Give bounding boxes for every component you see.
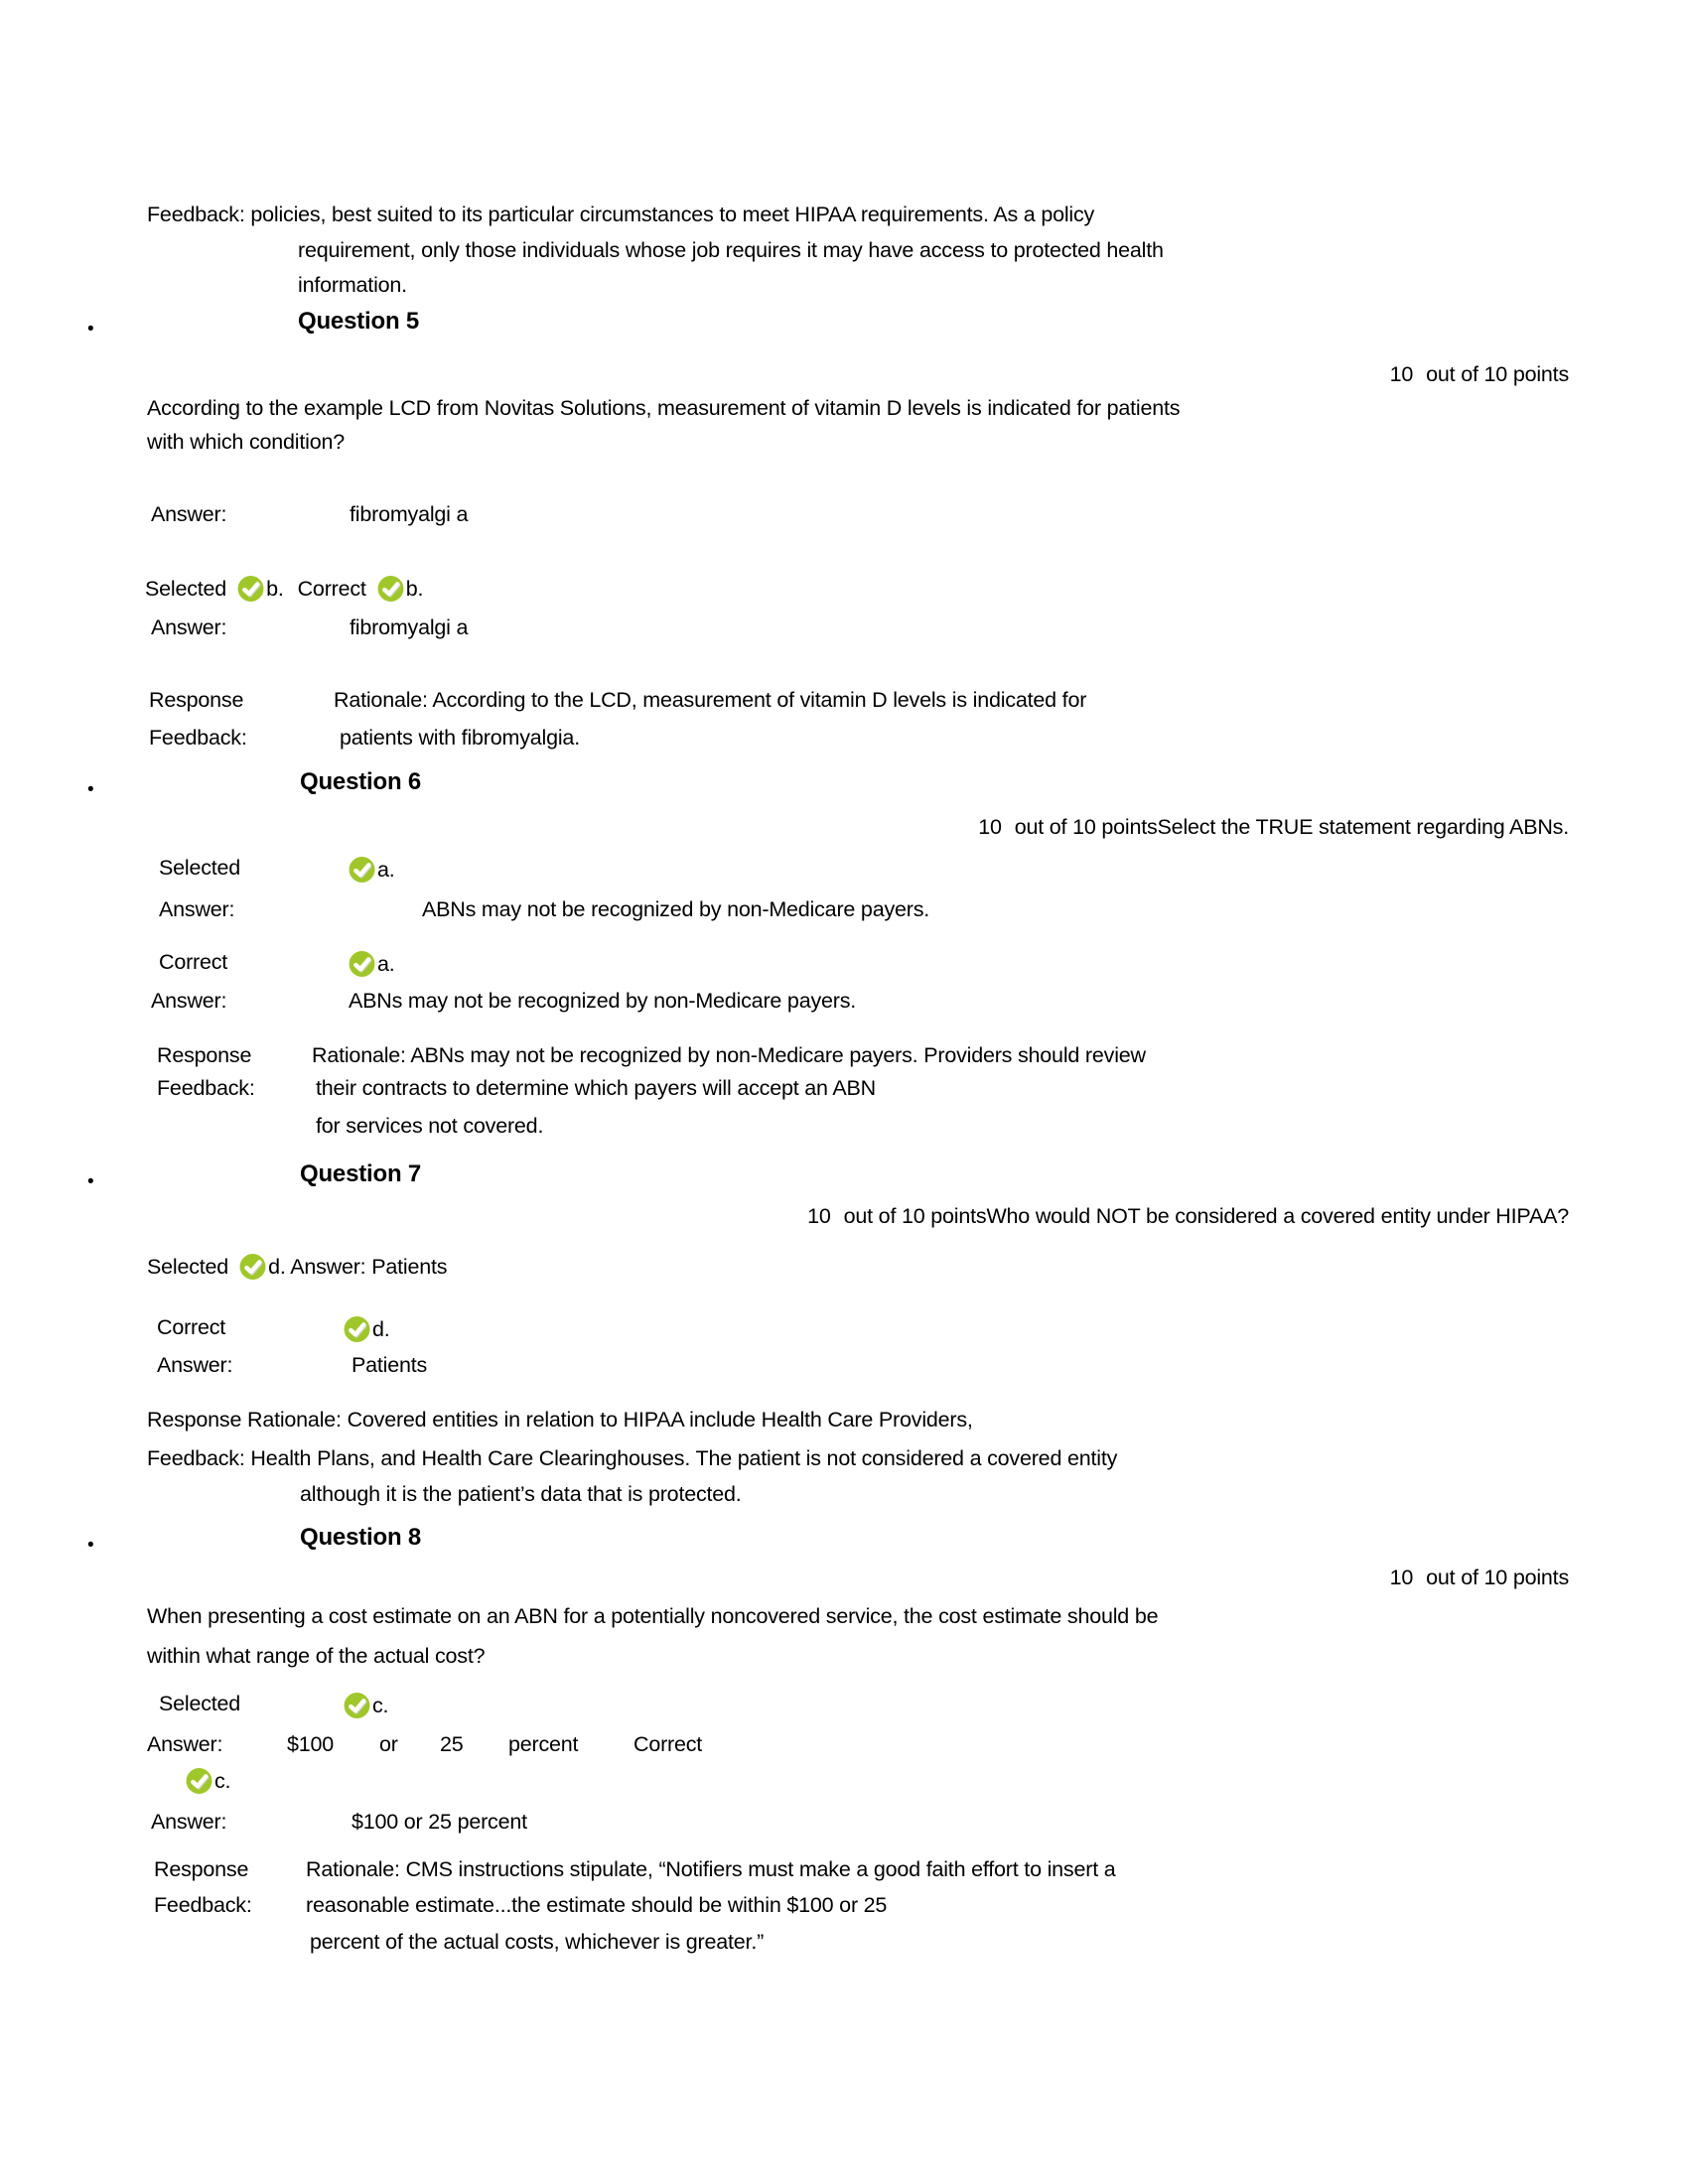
- correct-letter-row: [185, 1766, 230, 1796]
- points-text: out of 10 pointsWho would NOT be considered a covered entity under HIPAA?: [843, 1204, 1569, 1228]
- feedback-label: Feedback:: [149, 726, 247, 750]
- response-label: Response: [154, 1857, 249, 1881]
- correct-letter-row: [348, 949, 395, 979]
- points-score: 10: [1389, 1566, 1414, 1589]
- answer-value: $100 or 25 percent: [352, 1810, 527, 1834]
- intro-feedback-line: requirement, only those individuals whose job requires it may have access to protected health: [298, 238, 1164, 262]
- response-feedback-line: Feedback: Health Plans, and Health Care Clearinghouses. The patient is not considered a covered entity: [147, 1446, 1118, 1470]
- list-bullet: •: [87, 319, 94, 340]
- correct-letter: c.: [214, 1769, 231, 1793]
- correct-label: Correct: [159, 950, 228, 974]
- correct-letter: d.: [372, 1317, 390, 1341]
- points-score: 10: [1389, 362, 1414, 386]
- question-title: Question 8: [300, 1524, 422, 1551]
- answer-label: Answer:: [159, 897, 235, 921]
- rationale-line: their contracts to determine which payers will accept an ABN: [316, 1076, 876, 1100]
- rationale-line: Rationale: ABNs may not be recognized by non-Medicare payers. Providers should review: [312, 1043, 1146, 1067]
- selected-answer-row: [147, 1252, 447, 1282]
- points-line: [1390, 361, 1569, 388]
- points-score: 10: [978, 815, 1002, 839]
- correct-label: Correct: [157, 1315, 226, 1339]
- answer-tab-item: or: [379, 1732, 398, 1756]
- intro-feedback-line: Feedback: policies, best suited to its particular circumstances to meet HIPAA requirements. As a policy: [147, 203, 1095, 226]
- selected-label: Selected: [147, 1255, 229, 1279]
- question-text-line: According to the example LCD from Novitas Solutions, measurement of vitamin D levels is indicated for patients: [147, 396, 1181, 420]
- selected-letter: c.: [372, 1694, 389, 1717]
- correct-letter-row: [343, 1314, 390, 1344]
- answer-label: Answer:: [147, 1732, 223, 1756]
- answer-tab-item: $100: [287, 1732, 335, 1756]
- response-feedback-line: Response Rationale: Covered entities in relation to HIPAA include Health Care Providers,: [147, 1408, 973, 1432]
- points-text: out of 10 pointsSelect the TRUE statement regarding ABNs.: [1014, 815, 1569, 839]
- selected-label: Selected: [159, 856, 241, 880]
- points-line: [978, 814, 1569, 841]
- answer-label: Answer:: [157, 1353, 233, 1377]
- answer-value: Patients: [352, 1353, 428, 1377]
- points-score: 10: [807, 1204, 831, 1228]
- correct-label: Correct: [297, 577, 366, 601]
- answer-value: fibromyalgi a: [350, 502, 469, 526]
- rationale-line: Rationale: CMS instructions stipulate, “Notifiers must make a good faith effort to insert a: [306, 1857, 1116, 1881]
- intro-feedback-line: information.: [298, 273, 407, 297]
- check-icon: [376, 574, 405, 604]
- selected-correct-row: [145, 574, 423, 604]
- selected-answer-text: d. Answer: Patients: [268, 1255, 448, 1279]
- answer-value: fibromyalgi a: [350, 615, 469, 639]
- check-icon: [348, 949, 376, 979]
- answer-label: Answer:: [151, 615, 227, 639]
- points-text: out of 10 points: [1426, 362, 1569, 386]
- answer-label: Answer:: [151, 1810, 227, 1834]
- question-text-line: within what range of the actual cost?: [147, 1644, 486, 1668]
- selected-label: Selected: [145, 577, 227, 601]
- check-icon: [343, 1314, 371, 1344]
- selected-label: Selected: [159, 1692, 241, 1715]
- list-bullet: •: [87, 1535, 94, 1556]
- answer-value: ABNs may not be recognized by non-Medicare payers.: [349, 989, 857, 1013]
- points-line: [807, 1203, 1569, 1230]
- list-bullet: •: [87, 779, 94, 800]
- feedback-label: Feedback:: [154, 1893, 252, 1917]
- selected-letter: b.: [266, 577, 284, 601]
- check-icon: [238, 1252, 267, 1282]
- answer-label: Answer:: [151, 502, 227, 526]
- correct-label: Correct: [633, 1732, 703, 1756]
- question-title: Question 6: [300, 768, 422, 795]
- rationale-line: reasonable estimate...the estimate should be within $100 or 25: [306, 1893, 888, 1917]
- question-title: Question 5: [298, 308, 420, 335]
- question-text-line: with which condition?: [147, 430, 345, 454]
- rationale-line: percent of the actual costs, whichever is greater.”: [310, 1930, 765, 1954]
- answer-tab-item: percent: [508, 1732, 579, 1756]
- points-line: [1390, 1565, 1569, 1591]
- list-bullet: •: [87, 1171, 94, 1192]
- points-text: out of 10 points: [1426, 1566, 1569, 1589]
- selected-letter-row: [343, 1691, 388, 1720]
- response-label: Response: [149, 688, 244, 712]
- feedback-label: Feedback:: [157, 1076, 255, 1100]
- response-feedback-line: although it is the patient’s data that is protected.: [300, 1482, 742, 1506]
- correct-letter: a.: [377, 952, 395, 976]
- correct-letter: b.: [405, 577, 424, 601]
- answer-value: ABNs may not be recognized by non-Medicare payers.: [422, 897, 930, 921]
- answer-label: Answer:: [151, 989, 227, 1013]
- selected-letter: a.: [377, 858, 395, 882]
- rationale-line: patients with fibromyalgia.: [340, 726, 580, 750]
- check-icon: [348, 855, 376, 885]
- question-title: Question 7: [300, 1160, 422, 1187]
- question-text-line: When presenting a cost estimate on an ABN for a potentially noncovered service, the cost estimate should be: [147, 1604, 1159, 1628]
- response-label: Response: [157, 1043, 252, 1067]
- check-icon: [236, 574, 265, 604]
- answer-tab-item: 25: [440, 1732, 464, 1756]
- check-icon: [185, 1766, 213, 1796]
- rationale-line: Rationale: According to the LCD, measurement of vitamin D levels is indicated for: [334, 688, 1087, 712]
- selected-letter-row: [348, 855, 395, 885]
- rationale-line: for services not covered.: [316, 1114, 544, 1138]
- check-icon: [343, 1691, 371, 1720]
